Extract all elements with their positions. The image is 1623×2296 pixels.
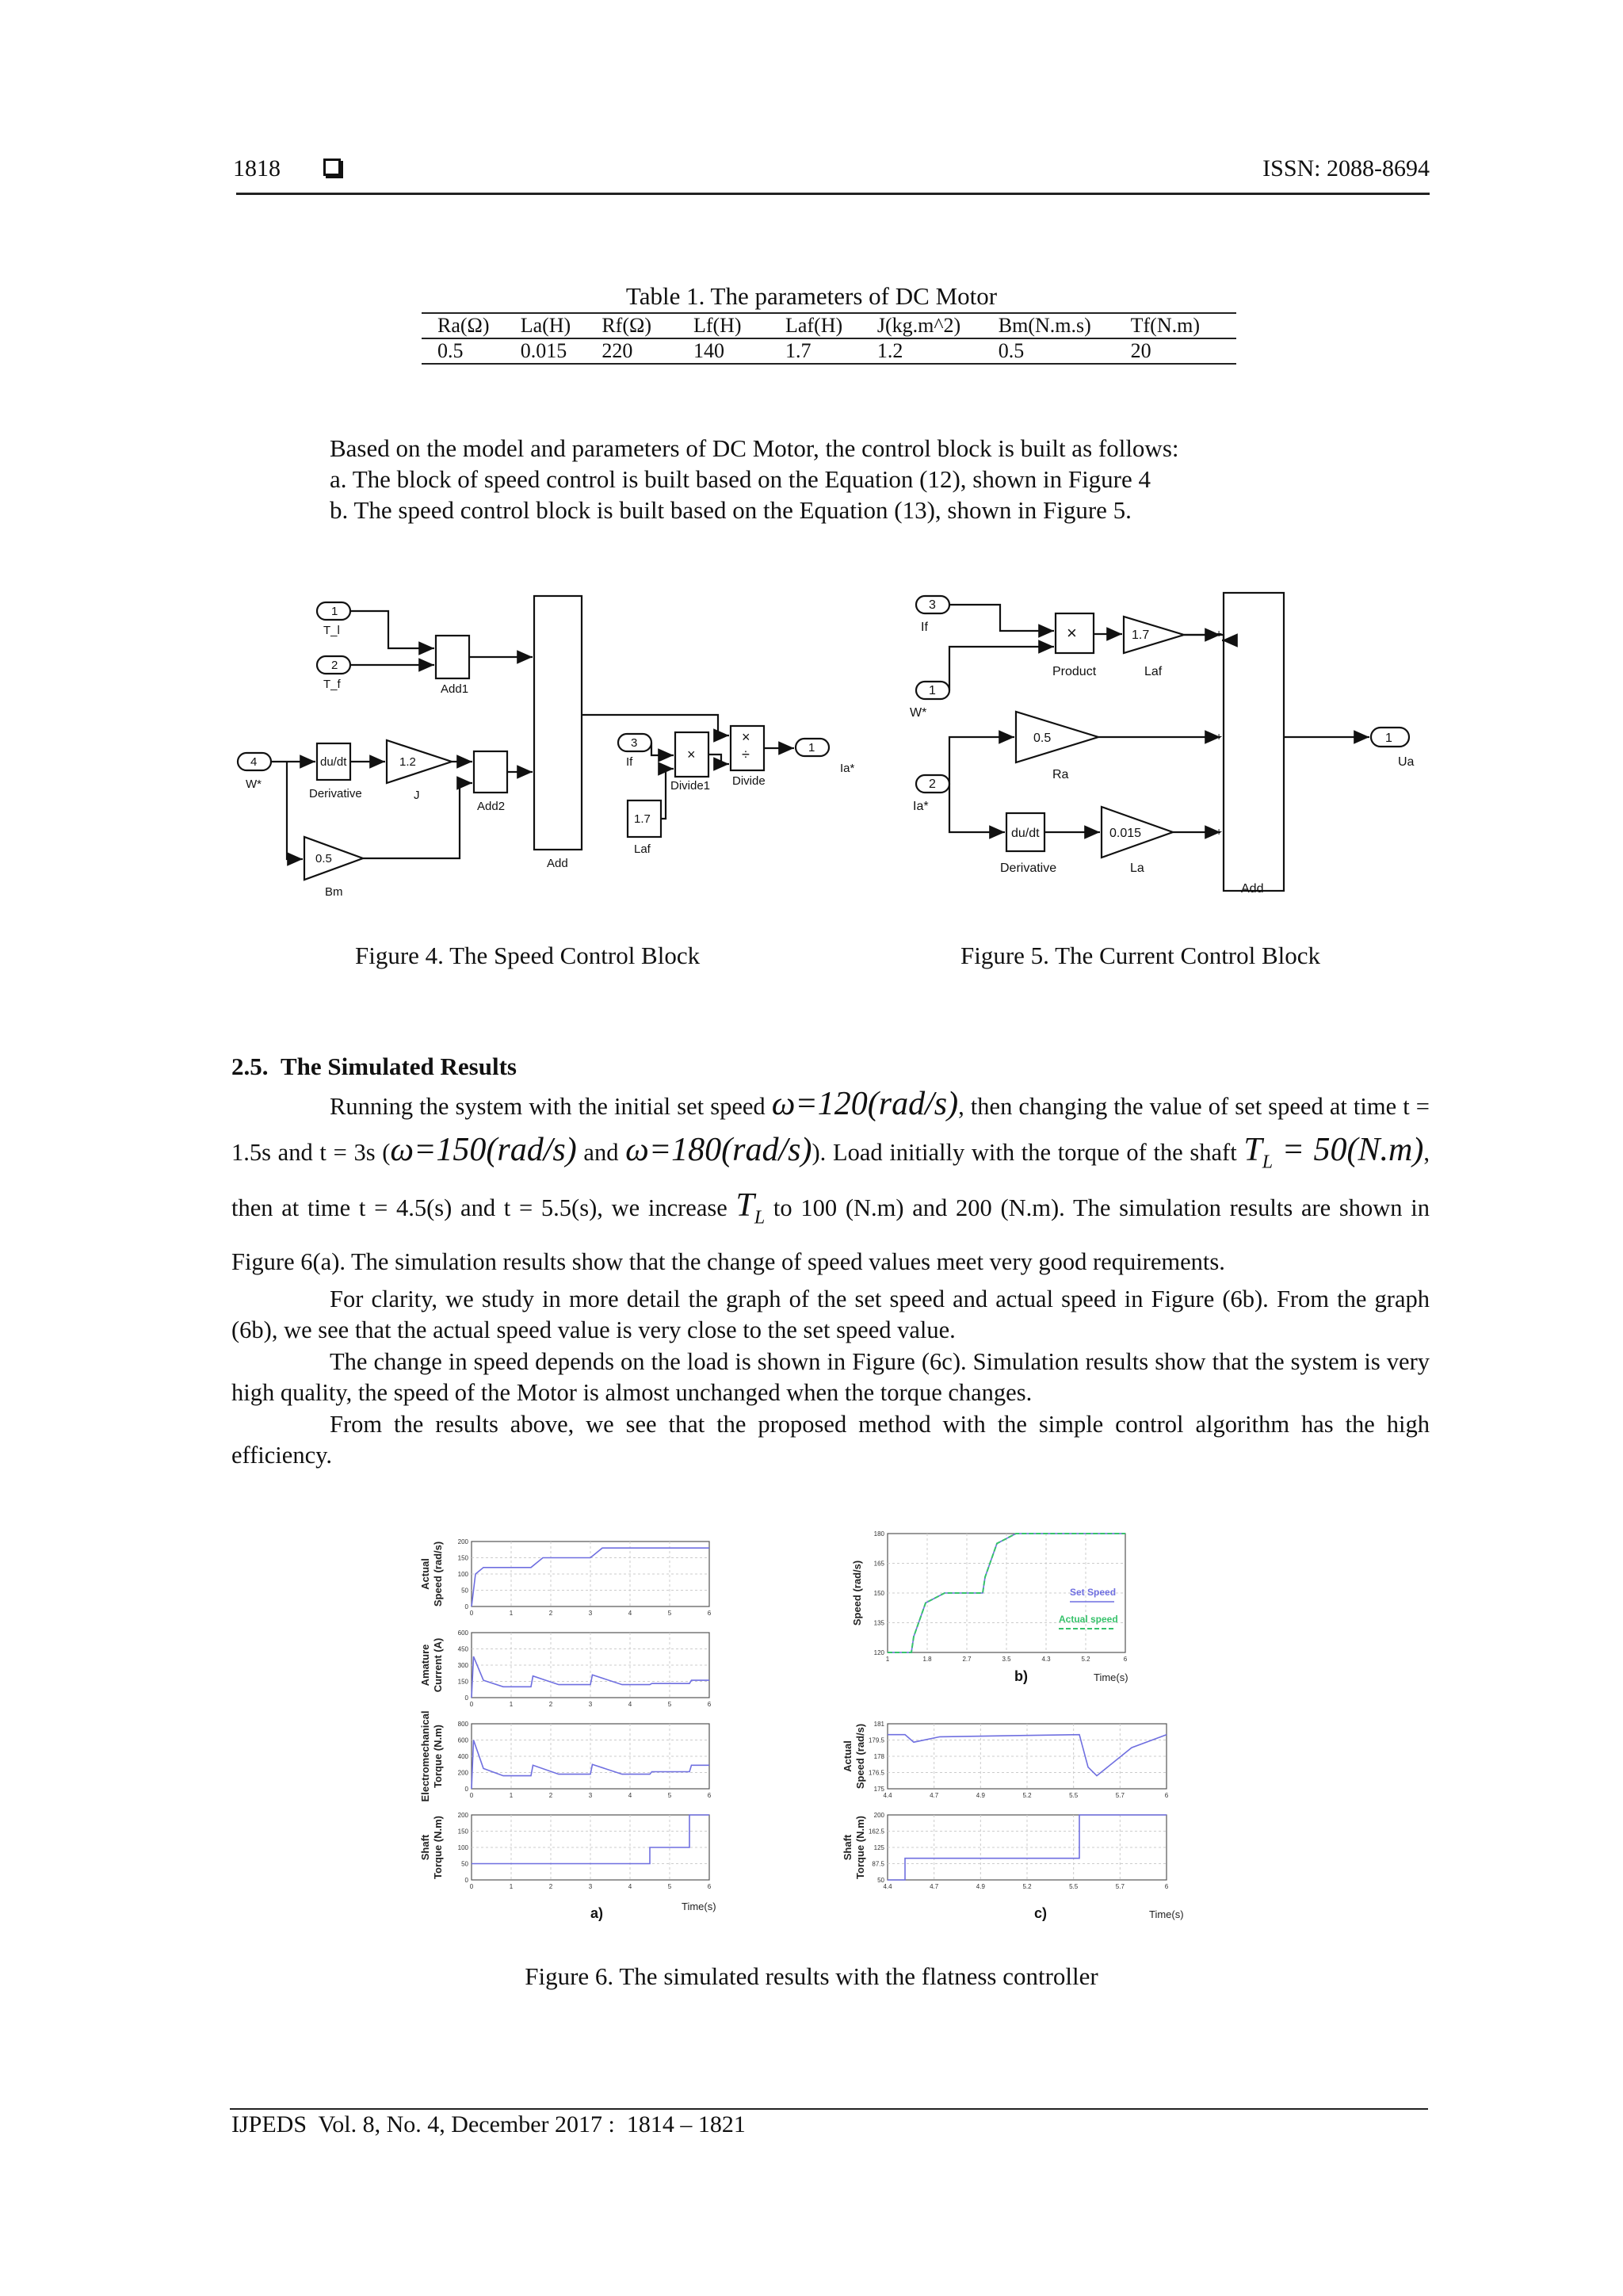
square-icon: [323, 159, 341, 176]
derivative-box-label: du/dt: [320, 755, 347, 769]
plot-panel: [458, 1629, 712, 1708]
inport-4-label: W*: [246, 777, 262, 791]
y-tick-label: 150: [457, 1554, 468, 1562]
figure4-speed-control-block: [230, 585, 856, 902]
issn: ISSN: 2088-8694: [1262, 155, 1430, 181]
y-axis-label: Speed (rad/s): [432, 1541, 444, 1607]
y-tick-label: 135: [873, 1619, 884, 1627]
y-tick-label: 0: [464, 1694, 468, 1702]
y-axis-label: Shaft: [842, 1834, 854, 1861]
y-tick-label: 600: [457, 1736, 468, 1744]
x-tick-label: 0: [469, 1883, 474, 1890]
x-tick-label: 0: [469, 1792, 474, 1799]
figure6-caption: Figure 6. The simulated results with the flatness controller: [525, 1962, 1098, 1990]
inport-1-number: 1: [331, 605, 338, 618]
x-tick-label: 1: [509, 1701, 514, 1708]
y-axis-label: Speed (rad/s): [854, 1723, 866, 1790]
x-tick-label: 1: [509, 1792, 514, 1799]
gain-laf-label: Laf: [634, 842, 651, 856]
y-tick-label: 181: [873, 1721, 884, 1728]
inport-2-number: 2: [929, 777, 936, 791]
x-tick-label: 5: [667, 1701, 672, 1708]
svg-text:+: +: [1216, 825, 1223, 838]
footer-rule: [230, 2108, 1428, 2110]
divide1-label: Divide1: [670, 779, 711, 793]
legend-label: Set Speed: [1070, 1587, 1117, 1598]
x-tick-label: 5.2: [1022, 1792, 1032, 1799]
plot-panel: [458, 1538, 712, 1617]
gain-laf-value: 1.7: [1132, 628, 1150, 642]
x-tick-label: 6: [1164, 1792, 1169, 1799]
inport-3-label: If: [626, 755, 633, 769]
y-tick-label: 300: [457, 1662, 468, 1669]
inport-1-label: W*: [910, 706, 927, 720]
svg-text:+: +: [1216, 627, 1223, 640]
table-cell: 1.2: [860, 338, 981, 364]
inport-1-label: T_l: [323, 624, 340, 637]
y-axis-label: Amature: [419, 1644, 431, 1687]
x-axis-label: Time(s): [1149, 1908, 1184, 1920]
y-tick-label: 175: [873, 1786, 884, 1793]
table-header-cell: Lf(H): [665, 313, 757, 338]
figure5-current-control-block: [899, 585, 1453, 902]
y-tick-label: 0: [464, 1877, 468, 1884]
y-tick-label: 100: [457, 1844, 468, 1851]
inport-1-number: 1: [929, 684, 936, 697]
y-axis-label: Shaft: [419, 1834, 431, 1861]
x-tick-label: 5.5: [1069, 1792, 1079, 1799]
svg-text:+: +: [1216, 730, 1223, 743]
x-tick-label: 2: [548, 1701, 553, 1708]
para1-text: to 100 (N.m) and 200 (N.m). The simulation results are shown in Figure 6(a). The simulation results show that the change of speed values meet very good requirements.: [231, 1194, 1430, 1275]
gain-j-label: J: [414, 789, 420, 802]
x-tick-label: 3.5: [1002, 1656, 1011, 1663]
y-axis-label: Speed (rad/s): [851, 1560, 863, 1626]
x-tick-label: 6: [707, 1792, 712, 1799]
y-axis-label: Current (A): [432, 1637, 444, 1693]
para1-text: ). Load initially with the torque of the shaft: [812, 1139, 1244, 1166]
add2-label: Add2: [477, 800, 506, 813]
x-tick-label: 5.5: [1069, 1883, 1079, 1890]
x-tick-label: 4.9: [976, 1792, 985, 1799]
paragraph-2: For clarity, we study in more detail the graph of the set speed and actual speed in Figure (6b). From the graph (6b), we see that the actual speed value is very close to the set speed value.: [231, 1285, 1430, 1344]
y-tick-label: 150: [873, 1590, 884, 1597]
gain-ra-value: 0.5: [1033, 732, 1052, 745]
table-cell: 0.015: [503, 338, 585, 364]
header-rule: [236, 193, 1430, 195]
add-label: Add: [547, 857, 568, 870]
table-header-cell: Bm(N.m.s): [981, 313, 1113, 338]
y-tick-label: 800: [457, 1721, 468, 1728]
table-row: [422, 338, 1236, 364]
x-tick-label: 1: [509, 1883, 514, 1890]
x-tick-label: 2: [548, 1792, 553, 1799]
outport-1-label: Ia*: [840, 762, 855, 775]
x-tick-label: 5.2: [1022, 1883, 1032, 1890]
table-cell: 140: [665, 338, 757, 364]
inport-3-label: If: [921, 621, 928, 634]
page-number: 1818: [233, 155, 281, 181]
derivative-label: Derivative: [309, 787, 362, 800]
table-cell: 220: [584, 338, 665, 364]
table-header-cell: Ra(Ω): [422, 313, 503, 338]
table-header-cell: J(kg.m^2): [860, 313, 981, 338]
gain-laf-value: 1.7: [634, 812, 651, 826]
gain-ra-label: Ra: [1052, 768, 1069, 781]
y-tick-label: 0: [464, 1786, 468, 1793]
x-axis-label: Time(s): [1094, 1671, 1128, 1683]
x-tick-label: 4.7: [930, 1792, 939, 1799]
x-tick-label: 5: [667, 1792, 672, 1799]
inport-4-number: 4: [250, 755, 258, 769]
y-tick-label: 165: [873, 1560, 884, 1568]
y-axis-label: Electromechanical: [419, 1710, 431, 1802]
x-tick-label: 1.8: [922, 1656, 932, 1663]
x-tick-label: 4.4: [883, 1883, 892, 1890]
y-tick-label: 200: [457, 1769, 468, 1777]
x-tick-label: 1: [509, 1610, 514, 1617]
paragraph-4: From the results above, we see that the proposed method with the simple control algorithm has the high efficiency.: [231, 1410, 1430, 1469]
y-tick-label: 120: [873, 1649, 884, 1656]
gain-la-label: La: [1130, 861, 1144, 875]
x-tick-label: 4.9: [976, 1883, 985, 1890]
y-tick-label: 87.5: [872, 1860, 884, 1868]
math-symbol: T: [735, 1187, 754, 1224]
x-tick-label: 5.7: [1115, 1883, 1125, 1890]
y-tick-label: 450: [457, 1645, 468, 1653]
y-tick-label: 0: [464, 1603, 468, 1610]
legend-label: Actual speed: [1059, 1614, 1118, 1625]
x-axis-label: Time(s): [682, 1901, 716, 1912]
plot-panel: [458, 1812, 712, 1890]
x-tick-label: 6: [707, 1701, 712, 1708]
math-symbol: T: [1243, 1132, 1262, 1168]
plot-panel: [869, 1812, 1169, 1890]
inport-2-number: 2: [331, 659, 338, 672]
y-tick-label: 100: [457, 1571, 468, 1578]
para1-text: and: [576, 1139, 626, 1166]
x-tick-label: 6: [1164, 1883, 1169, 1890]
plot-panel: [458, 1721, 712, 1799]
outport-1-number: 1: [808, 741, 815, 755]
section-title: The Simulated Results: [281, 1052, 517, 1080]
y-tick-label: 200: [873, 1812, 884, 1819]
add1-label: Add1: [441, 682, 469, 696]
outport-label: Ua: [1398, 755, 1415, 769]
plot-panel: [869, 1721, 1169, 1799]
math-speed-150: ω=150(rad/s): [390, 1132, 577, 1168]
gain-bm-label: Bm: [325, 885, 343, 899]
x-tick-label: 5.7: [1115, 1792, 1125, 1799]
x-tick-label: 3: [588, 1610, 593, 1617]
table-cell: 0.5: [422, 338, 503, 364]
section-heading: [231, 1052, 517, 1081]
math-subscript: L: [754, 1207, 766, 1228]
y-tick-label: 600: [457, 1629, 468, 1637]
y-tick-label: 200: [457, 1812, 468, 1819]
y-tick-label: 162.5: [868, 1828, 884, 1836]
x-tick-label: 4: [628, 1883, 632, 1890]
figure5-caption: Figure 5. The Current Control Block: [960, 942, 1321, 969]
paragraph-1: [231, 1083, 1430, 1284]
x-tick-label: 0: [469, 1610, 474, 1617]
footer-text: IJPEDS Vol. 8, No. 4, December 2017 : 1814 – 1821: [231, 2111, 746, 2137]
x-tick-label: 4.3: [1041, 1656, 1051, 1663]
x-tick-label: 6: [707, 1883, 712, 1890]
intro-line: a. The block of speed control is built based on the Equation (12), shown in Figure 4: [330, 465, 1151, 493]
x-tick-label: 4: [628, 1701, 632, 1708]
math-speed-180: ω=180(rad/s): [625, 1132, 812, 1168]
body-text: [231, 1083, 1430, 1472]
inport-2-label: T_f: [323, 678, 341, 691]
y-tick-label: 50: [461, 1587, 468, 1595]
table-header-cell: Laf(H): [757, 313, 860, 338]
y-tick-label: 125: [873, 1844, 884, 1851]
x-tick-label: 3: [588, 1883, 593, 1890]
intro-line: b. The speed control block is built based on the Equation (13), shown in Figure 5.: [330, 496, 1132, 524]
gain-la-value: 0.015: [1109, 827, 1142, 840]
intro: [330, 433, 1179, 525]
figure6-plots: [412, 1526, 1244, 1938]
panel-c-label: c): [1034, 1905, 1048, 1921]
figure6: [412, 1526, 1244, 1938]
panel-a-label: a): [590, 1905, 604, 1921]
x-tick-label: 2: [548, 1883, 553, 1890]
y-axis-label: Torque (N.m): [854, 1816, 866, 1879]
math-subscript: L: [1262, 1152, 1274, 1173]
product-label: Product: [1052, 665, 1097, 678]
x-tick-label: 6: [1123, 1656, 1128, 1663]
x-tick-label: 5: [667, 1883, 672, 1890]
gain-j-value: 1.2: [399, 755, 416, 769]
y-tick-label: 176.5: [868, 1769, 884, 1777]
svg-text:÷: ÷: [742, 747, 750, 762]
x-tick-label: 2.7: [962, 1656, 972, 1663]
y-tick-label: 178: [873, 1753, 884, 1760]
add-label: Add: [1241, 882, 1264, 896]
inport-2-label: Ia*: [913, 800, 929, 813]
para1-text: , then at time t = 4.5(s) and t = 5.5(s), we increase: [231, 1139, 1430, 1222]
y-tick-label: 150: [457, 1828, 468, 1836]
y-tick-label: 200: [457, 1538, 468, 1545]
figure4-caption: Figure 4. The Speed Control Block: [355, 942, 701, 969]
y-tick-label: 400: [457, 1753, 468, 1760]
para1-text: Running the system with the initial set speed: [330, 1093, 772, 1120]
panel-b-label: b): [1014, 1668, 1028, 1684]
outport-number: 1: [1385, 732, 1392, 745]
x-tick-label: 3: [588, 1792, 593, 1799]
x-tick-label: 1: [885, 1656, 890, 1663]
intro-line: Based on the model and parameters of DC Motor, the control block is built as follows:: [330, 434, 1179, 462]
y-axis-label: Actual: [842, 1740, 854, 1772]
math-speed-120: ω=120(rad/s): [771, 1086, 959, 1122]
y-tick-label: 150: [457, 1678, 468, 1686]
y-axis-label: Torque (N.m): [432, 1725, 444, 1788]
x-tick-label: 2: [548, 1610, 553, 1617]
inport-3-number: 3: [631, 736, 638, 750]
svg-text:×: ×: [687, 747, 696, 762]
x-tick-label: 4.4: [883, 1792, 892, 1799]
derivative-box-label: du/dt: [1011, 827, 1040, 840]
section-number: 2.5.: [231, 1052, 269, 1080]
svg-text:×: ×: [1067, 623, 1077, 643]
svg-text:×: ×: [742, 729, 750, 745]
table-header-cell: La(H): [503, 313, 585, 338]
x-tick-label: 4: [628, 1610, 632, 1617]
x-tick-label: 6: [707, 1610, 712, 1617]
y-axis-label: Actual: [419, 1558, 431, 1590]
gain-bm-value: 0.5: [315, 852, 332, 865]
x-tick-label: 3: [588, 1701, 593, 1708]
table-cell: 20: [1113, 338, 1236, 364]
table-cell: 1.7: [757, 338, 860, 364]
table1-caption: Table 1. The parameters of DC Motor: [625, 282, 998, 310]
x-tick-label: 0: [469, 1701, 474, 1708]
divide-label: Divide: [732, 774, 766, 788]
paragraph-3: The change in speed depends on the load is shown in Figure (6c). Simulation results show that the system is very high quality, the speed of the Motor is almost unchanged when the torque changes.: [231, 1347, 1430, 1407]
table-header-cell: Tf(N.m): [1113, 313, 1236, 338]
y-axis-label: Torque (N.m): [432, 1816, 444, 1879]
x-tick-label: 5.2: [1081, 1656, 1090, 1663]
table-header-cell: Rf(Ω): [584, 313, 665, 338]
para1-text: , then changing the value of set speed at time t = 1.5s and t = 3s (: [231, 1093, 1430, 1166]
derivative-label: Derivative: [1000, 861, 1057, 875]
gain-laf-label: Laf: [1144, 665, 1163, 678]
math-torque: [1243, 1132, 1424, 1173]
math-value: = 50(N.m): [1273, 1132, 1424, 1168]
x-tick-label: 5: [667, 1610, 672, 1617]
inport-3-number: 3: [929, 598, 936, 612]
y-tick-label: 180: [873, 1530, 884, 1538]
y-tick-label: 50: [877, 1877, 884, 1884]
x-tick-label: 4.7: [930, 1883, 939, 1890]
x-tick-label: 4: [628, 1792, 632, 1799]
y-tick-label: 179.5: [868, 1736, 884, 1744]
table-header-row: [422, 313, 1236, 338]
table-cell: 0.5: [981, 338, 1113, 364]
y-tick-label: 50: [461, 1860, 468, 1868]
math-torque-symbol: [735, 1187, 766, 1228]
parameters-table: [422, 312, 1236, 365]
